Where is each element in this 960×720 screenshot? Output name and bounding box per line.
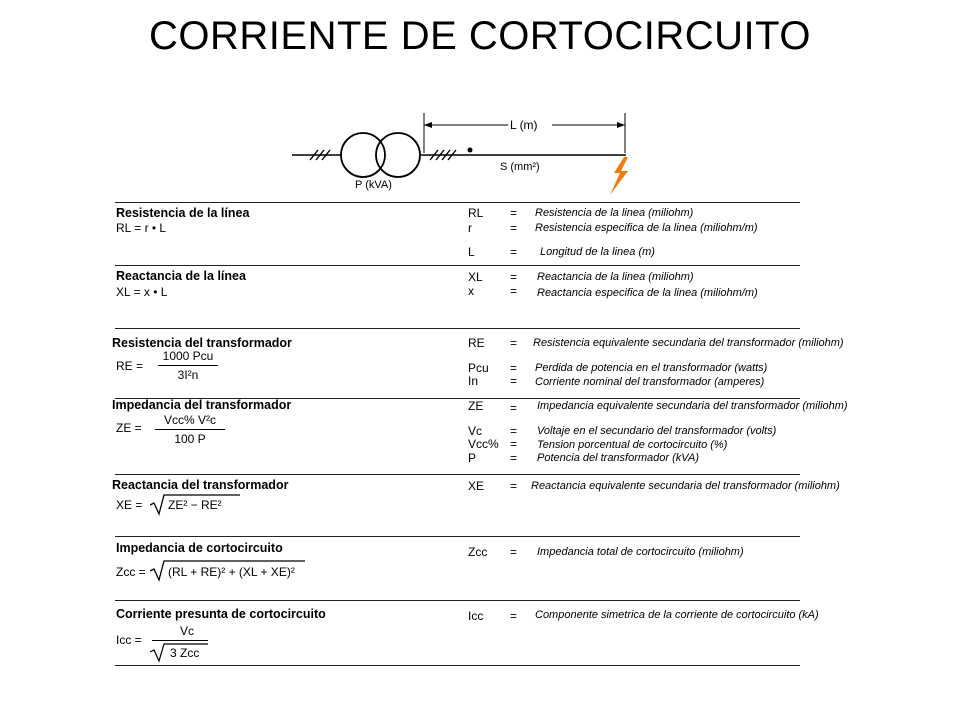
divider <box>115 665 800 666</box>
def-equals: = <box>510 361 518 375</box>
fraction <box>155 413 225 446</box>
radicand: (RL + RE)² + (XL + XE)² <box>168 565 295 579</box>
def-description: Potencia del transformador (kVA) <box>537 452 700 464</box>
radicand: ZE² − RE² <box>168 498 222 512</box>
def-description: Voltaje en el secundario del transformador (volts) <box>537 425 777 437</box>
def-symbol: x <box>468 284 474 298</box>
formula-lhs: XE = <box>116 498 143 512</box>
formula-lhs: RE = <box>116 359 144 373</box>
fraction <box>158 349 218 382</box>
circuit-diagram <box>280 105 680 200</box>
fraction-bar <box>155 429 225 430</box>
divider <box>115 202 800 203</box>
def-symbol: XL <box>468 270 483 284</box>
section-heading: Impedancia de cortocircuito <box>116 541 283 555</box>
def-symbol: Pcu <box>468 361 489 375</box>
section-heading: Resistencia de la línea <box>116 206 250 220</box>
section-heading: Reactancia del transformador <box>112 478 289 492</box>
lightning-icon <box>610 157 628 195</box>
formula-lhs: Icc = <box>116 633 142 647</box>
def-equals: = <box>510 206 518 220</box>
section-heading: Reactancia de la línea <box>116 269 246 283</box>
formula: RL = r • L <box>116 221 167 235</box>
fraction-bar <box>158 365 218 366</box>
def-symbol: r <box>468 221 472 235</box>
def-symbol: L <box>468 245 475 259</box>
divider <box>115 265 800 266</box>
def-symbol: XE <box>468 479 485 493</box>
def-description: Resistencia de la linea (miliohm) <box>535 207 694 219</box>
divider <box>115 328 800 329</box>
def-equals: = <box>510 401 518 415</box>
def-equals: = <box>510 374 518 388</box>
def-equals: = <box>510 437 518 451</box>
def-symbol: ZE <box>468 399 484 413</box>
divider <box>115 474 800 475</box>
formula-lhs: Zcc = <box>116 565 146 579</box>
length-label: L (m) <box>510 118 538 132</box>
def-description: Tension porcentual de cortocircuito (%) <box>537 439 728 451</box>
transformer-secondary-coil <box>376 133 420 177</box>
def-symbol: Zcc <box>468 545 488 559</box>
formula: XL = x • L <box>116 285 168 299</box>
def-equals: = <box>510 451 518 465</box>
def-description: Reactancia especifica de la linea (miliohm/m) <box>537 287 758 299</box>
def-symbol: RE <box>468 336 485 350</box>
def-symbol: P <box>468 451 477 465</box>
formula-lhs: ZE = <box>116 421 142 435</box>
numerator: Vc <box>180 624 195 638</box>
def-equals: = <box>510 284 518 298</box>
def-description: Reactancia de la linea (miliohm) <box>537 271 694 283</box>
def-equals: = <box>510 270 518 284</box>
def-description: Reactancia equivalente secundaria del transformador (miliohm) <box>531 480 840 492</box>
numerator: 1000 Pcu <box>162 349 214 363</box>
def-description: Resistencia equivalente secundaria del transformador (miliohm) <box>533 337 844 349</box>
def-description: Corriente nominal del transformador (amperes) <box>535 376 765 388</box>
fraction-bar <box>152 640 208 641</box>
def-description: Resistencia especifica de la linea (miliohm/m) <box>535 222 758 234</box>
def-equals: = <box>510 221 518 235</box>
def-symbol: In <box>468 374 479 388</box>
def-equals: = <box>510 609 518 623</box>
def-description: Impedancia equivalente secundaria del transformador (miliohm) <box>537 400 848 412</box>
def-description: Impedancia total de cortocircuito (miliohm) <box>537 546 744 558</box>
section-heading: Corriente presunta de cortocircuito <box>116 607 326 621</box>
section-heading: Impedancia del transformador <box>112 398 292 412</box>
def-symbol: RL <box>468 206 484 220</box>
denominator: 3I²n <box>177 368 199 383</box>
def-equals: = <box>510 545 518 559</box>
def-equals: = <box>510 424 518 438</box>
denominator: 100 P <box>174 432 206 447</box>
def-symbol: Vcc% <box>468 437 499 451</box>
def-symbol: Vc <box>468 424 483 438</box>
power-label: P (kVA) <box>355 179 392 191</box>
def-equals: = <box>510 479 518 493</box>
def-description: Componente simetrica de la corriente de cortocircuito (kA) <box>535 609 819 621</box>
def-equals: = <box>510 245 518 259</box>
denominator: 3 Zcc <box>170 646 200 660</box>
divider <box>115 536 800 537</box>
section-heading: Resistencia del transformador <box>112 336 292 350</box>
numerator: Vcc% V²c <box>163 413 216 427</box>
page-title: CORRIENTE DE CORTOCIRCUITO <box>149 14 811 58</box>
def-symbol: Icc <box>468 609 484 623</box>
def-description: Longitud de la linea (m) <box>540 246 655 258</box>
transformer-primary-coil <box>341 133 385 177</box>
section-label: S (mm²) <box>500 161 540 173</box>
def-equals: = <box>510 336 518 350</box>
def-description: Perdida de potencia en el transformador (watts) <box>535 362 768 374</box>
divider <box>115 600 800 601</box>
